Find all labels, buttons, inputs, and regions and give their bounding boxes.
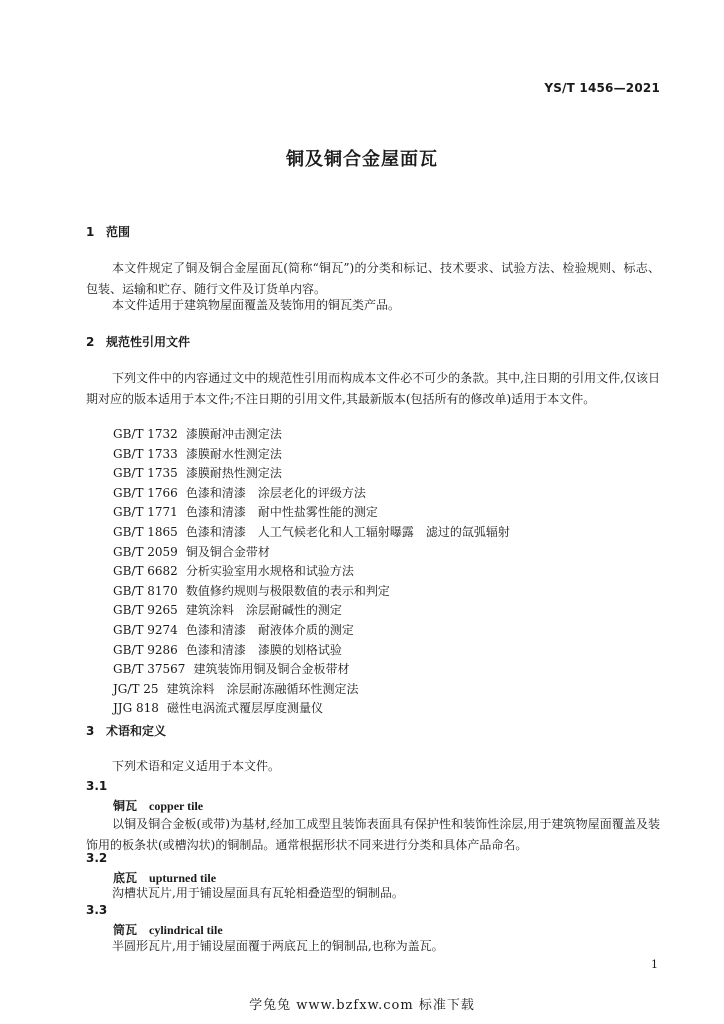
reference-item	[113, 503, 510, 523]
reference-code: GB/T 1771	[113, 505, 178, 520]
section-number: 3	[86, 724, 95, 738]
reference-title: 建筑涂料 涂层耐碱性的测定	[185, 603, 342, 618]
page-number: 1	[651, 958, 658, 971]
section-title: 范围	[106, 225, 131, 239]
reference-item	[113, 523, 510, 543]
reference-title: 色漆和清漆 漆膜的划格试验	[185, 642, 342, 657]
term-number: 3.3	[86, 903, 108, 917]
normative-reference-list	[113, 425, 510, 719]
reference-item	[113, 641, 510, 661]
reference-code: GB/T 9274	[113, 622, 178, 637]
section-number: 2	[86, 335, 95, 349]
reference-title: 漆膜耐水性测定法	[185, 446, 282, 461]
reference-title: 磁性电涡流式覆层厚度测量仪	[166, 701, 323, 716]
reference-item	[113, 680, 510, 700]
term-english: cylindrical tile	[149, 923, 223, 937]
term-chinese: 铜瓦	[113, 799, 138, 813]
reference-code: JJG 818	[113, 701, 159, 716]
term-number: 3.2	[86, 851, 108, 865]
reference-code: GB/T 6682	[113, 564, 178, 579]
reference-code: GB/T 8170	[113, 583, 178, 598]
reference-title: 铜及铜合金带材	[185, 544, 270, 559]
reference-item	[113, 601, 510, 621]
term-definition: 以铜及铜合金板(或带)为基材,经加工成型且装饰表面具有保护性和装饰性涂层,用于建筑物屋面覆盖及装饰用的板条状(或槽沟状)的铜制品。通常根据形状不同来进行分类和具体产品命名。	[86, 817, 660, 852]
reference-title: 建筑涂料 涂层耐冻融循环性测定法	[166, 681, 359, 696]
section-3-heading	[86, 722, 166, 739]
document-title: 铜及铜合金屋面瓦	[286, 149, 438, 170]
reference-title: 数值修约规则与极限数值的表示和判定	[185, 583, 390, 598]
reference-title: 色漆和清漆 耐液体介质的测定	[185, 622, 354, 637]
section-2-intro: 下列文件中的内容通过文中的规范性引用而构成本文件必不可少的条款。其中,注日期的引用文件,仅该日期对应的版本适用于本文件;不注日期的引用文件,其最新版本(包括所有的修改单)适用于本文件。	[86, 371, 660, 406]
standard-code: YS/T 1456—2021	[544, 81, 660, 95]
section-1-para-1: 本文件规定了铜及铜合金屋面瓦(简称“铜瓦”)的分类和标记、技术要求、试验方法、检验规则、标志、包装、运输和贮存、随行文件及订货单内容。	[86, 261, 660, 296]
section-title: 规范性引用文件	[106, 335, 191, 349]
section-number: 1	[86, 225, 95, 239]
reference-title: 色漆和清漆 人工气候老化和人工辐射曝露 滤过的氙弧辐射	[185, 524, 510, 539]
reference-code: GB/T 2059	[113, 544, 178, 559]
reference-item	[113, 543, 510, 563]
reference-code: GB/T 37567	[113, 662, 186, 677]
reference-title: 漆膜耐冲击测定法	[185, 427, 282, 441]
reference-item	[113, 445, 510, 465]
reference-title: 分析实验室用水规格和试验方法	[185, 564, 354, 579]
reference-item	[113, 621, 510, 641]
section-title: 术语和定义	[106, 724, 167, 738]
section-1-para-2: 本文件适用于建筑物屋面覆盖及装饰用的铜瓦类产品。	[112, 298, 401, 312]
reference-item	[113, 464, 510, 484]
term-definition: 半圆形瓦片,用于铺设屋面覆于两底瓦上的铜制品,也称为盖瓦。	[112, 939, 444, 953]
reference-code: GB/T 1733	[113, 446, 178, 461]
reference-code: GB/T 1865	[113, 524, 178, 539]
reference-title: 色漆和清漆 耐中性盐雾性能的测定	[185, 505, 378, 520]
section-3-intro: 下列术语和定义适用于本文件。	[112, 759, 281, 773]
reference-code: JG/T 25	[113, 681, 159, 696]
term-english: upturned tile	[149, 871, 217, 885]
reference-item	[113, 425, 510, 445]
term-definition: 沟槽状瓦片,用于铺设屋面具有瓦轮相叠造型的铜制品。	[112, 886, 404, 900]
reference-title: 建筑装饰用铜及铜合金板带材	[193, 662, 350, 677]
reference-code: GB/T 9265	[113, 603, 178, 618]
reference-item	[113, 699, 510, 719]
section-2-heading	[86, 333, 190, 350]
section-1-heading	[86, 223, 130, 240]
term-chinese: 筒瓦	[113, 923, 138, 937]
reference-title: 漆膜耐热性测定法	[185, 466, 282, 481]
reference-code: GB/T 1732	[113, 427, 178, 441]
reference-item	[113, 660, 510, 680]
reference-code: GB/T 1766	[113, 485, 178, 500]
reference-code: GB/T 9286	[113, 642, 178, 657]
reference-item	[113, 582, 510, 602]
term-number: 3.1	[86, 779, 108, 793]
term-heading	[113, 797, 203, 814]
term-chinese: 底瓦	[113, 871, 138, 885]
footer-watermark: 学兔兔 www.bzfxw.com 标准下载	[249, 998, 475, 1013]
reference-item	[113, 484, 510, 504]
reference-title: 色漆和清漆 涂层老化的评级方法	[185, 485, 366, 500]
reference-item	[113, 562, 510, 582]
reference-code: GB/T 1735	[113, 466, 178, 481]
term-english: copper tile	[149, 799, 204, 813]
